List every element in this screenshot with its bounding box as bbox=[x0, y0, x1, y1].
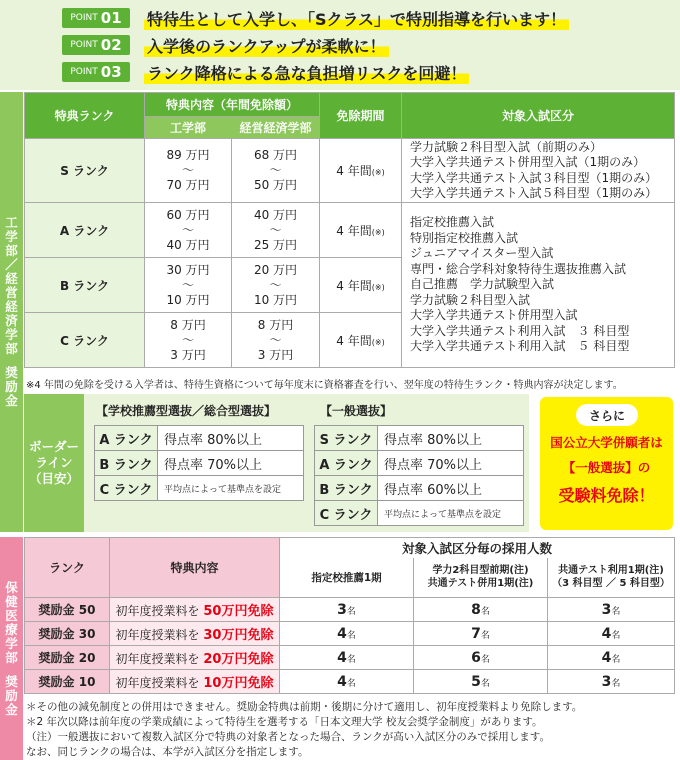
header-entrance: 対象入試区分 bbox=[402, 93, 675, 139]
score-cell: 平均点によって基準点を設定 bbox=[378, 501, 524, 526]
benefit-cell: 初年度授業料を 50万円免除 bbox=[110, 598, 280, 622]
count-cell: 3名 bbox=[548, 598, 675, 622]
score-cell: 得点率 60%以上 bbox=[378, 476, 524, 501]
table-row bbox=[95, 451, 304, 476]
header-rank: 特典ランク bbox=[25, 93, 145, 139]
side-char: 学 bbox=[5, 229, 18, 244]
benefit-cell: 初年度授業料を 10万円免除 bbox=[110, 670, 280, 694]
rank-cell: C ランク bbox=[315, 501, 378, 526]
score-cell: 得点率 70%以上 bbox=[158, 451, 304, 476]
header-academic: 学力2科目型前期(注) 共通テスト併用1期(注) bbox=[414, 558, 548, 598]
footnote: ＊2 年次以降は前年度の学業成績によって特待生を選考する「日本文理大学 校友会奨学金制度」があります。 bbox=[26, 716, 543, 728]
count-cell: 8名 bbox=[414, 598, 548, 622]
table-row bbox=[25, 598, 675, 622]
score-cell: 平均点によって基準点を設定 bbox=[158, 476, 304, 501]
rank-label: 奨励金 10 bbox=[25, 670, 110, 694]
side-char: 医 bbox=[5, 607, 18, 623]
table-row bbox=[25, 203, 675, 258]
score-cell: 得点率 70%以上 bbox=[378, 451, 524, 476]
count-cell: 4名 bbox=[548, 622, 675, 646]
header-content: 特典内容（年間免除額） bbox=[145, 93, 320, 117]
rank-label: 奨励金 20 bbox=[25, 646, 110, 670]
bonus-line-1: 国公立大学併願者は bbox=[550, 435, 663, 450]
count-cell: 5名 bbox=[414, 670, 548, 694]
engineering-amount: 60 万円 〜 40 万円 bbox=[145, 203, 232, 258]
footnote: （注）一般選抜において複数入試区分で特典の対象者となった場合、ランクが高い入試区分のみで採用します。 bbox=[26, 731, 550, 743]
side-char: 奨 bbox=[5, 673, 18, 689]
period: 4 年間(※) bbox=[320, 258, 402, 313]
count-cell: 3名 bbox=[548, 670, 675, 694]
side-char: 保 bbox=[5, 579, 18, 595]
header-engineering: 工学部 bbox=[145, 117, 232, 139]
rank-cell: S ランク bbox=[315, 426, 378, 451]
engineering-amount: 30 万円 〜 10 万円 bbox=[145, 258, 232, 313]
side-char: 学 bbox=[5, 635, 18, 651]
count-cell: 4名 bbox=[280, 622, 414, 646]
rank-cell: B ランク bbox=[95, 451, 158, 476]
benefit-cell: 初年度授業料を 20万円免除 bbox=[110, 646, 280, 670]
table-row bbox=[25, 646, 675, 670]
count-cell: 4名 bbox=[280, 646, 414, 670]
table-row bbox=[25, 622, 675, 646]
borderline-recommend-table bbox=[94, 425, 304, 501]
side-char: 健 bbox=[5, 593, 18, 609]
bonus-line-3: 受験料免除！ bbox=[558, 486, 655, 505]
general-title: 【一般選抜】 bbox=[320, 404, 393, 418]
header-group: 対象入試区分毎の採用人数 bbox=[280, 538, 675, 558]
table-row bbox=[25, 670, 675, 694]
period: 4 年間(※) bbox=[320, 203, 402, 258]
side-char: 励 bbox=[5, 687, 18, 703]
rank-label: B ランク bbox=[25, 258, 145, 313]
side-char: 部 bbox=[5, 649, 18, 665]
side-label-engineering bbox=[0, 92, 23, 532]
rank-label: 奨励金 30 bbox=[25, 622, 110, 646]
engineering-amount: 89 万円 〜 70 万円 bbox=[145, 139, 232, 203]
bonus-line-2: 【一般選抜】の bbox=[562, 460, 651, 475]
benefit-table bbox=[24, 92, 675, 368]
score-cell: 得点率 80%以上 bbox=[158, 426, 304, 451]
economics-amount: 8 万円 〜 3 万円 bbox=[232, 313, 320, 368]
point-tag: POINT 01 bbox=[62, 8, 130, 28]
side-char: 経 bbox=[5, 299, 18, 314]
side-char: 経 bbox=[5, 271, 18, 286]
side-char: 励 bbox=[5, 379, 18, 394]
score-cell: 得点率 80%以上 bbox=[378, 426, 524, 451]
header-economics: 経営経済学部 bbox=[232, 117, 320, 139]
point-text: 入学後のランクアップが柔軟に！ bbox=[144, 34, 389, 57]
recommend-title: 【学校推薦型選抜／総合型選抜】 bbox=[96, 404, 277, 418]
header-designated: 指定校推薦1期 bbox=[280, 558, 414, 598]
rank-label: A ランク bbox=[25, 203, 145, 258]
entrance-list-abc: 指定校推薦入試 特別指定校推薦入試 ジュニアマイスター型入試 専門・総合学科対象特待生選抜推薦入試 自己推薦 学力試験型入試 学力試験２科目型入試 大学入学共通テスト併用型入試 大学入学共通テスト利用入試 ３ 科目型 大学入学共通テスト利用入試 ５ 科目型 bbox=[402, 203, 675, 368]
table-row bbox=[315, 451, 524, 476]
count-cell: 6名 bbox=[414, 646, 548, 670]
point-text: 特待生として入学し、「Sクラス」で特別指導を行います！ bbox=[144, 7, 569, 30]
table-row bbox=[315, 476, 524, 501]
side-label-health bbox=[0, 537, 23, 760]
table-row bbox=[95, 476, 304, 501]
period: 4 年間(※) bbox=[320, 139, 402, 203]
economics-amount: 68 万円 〜 50 万円 bbox=[232, 139, 320, 203]
review-note: ※4 年間の免除を受ける入学者は、特待生資格について毎年度末に資格審査を行い、翌年度の特待生ランク・特典内容が決定します。 bbox=[26, 380, 623, 391]
count-cell: 4名 bbox=[548, 646, 675, 670]
borderline-general-table bbox=[314, 425, 524, 526]
header-period: 免除期間 bbox=[320, 93, 402, 139]
footnotes bbox=[26, 700, 582, 760]
entrance-list-s: 学力試験２科目型入試（前期のみ） 大学入学共通テスト併用型入試（1期のみ） 大学入学共通テスト入試３科目型（1期のみ） 大学入学共通テスト入試５科目型（1期のみ） bbox=[402, 139, 675, 203]
table-row bbox=[315, 426, 524, 451]
point-row-1 bbox=[62, 8, 569, 28]
footnote: なお、同じランクの場合は、本学が入試区分を指定します。 bbox=[26, 746, 309, 758]
side-char: 金 bbox=[5, 393, 18, 408]
economics-amount: 40 万円 〜 25 万円 bbox=[232, 203, 320, 258]
table-row bbox=[95, 426, 304, 451]
side-char: 部 bbox=[5, 341, 18, 356]
rank-cell: A ランク bbox=[95, 426, 158, 451]
period: 4 年間(※) bbox=[320, 313, 402, 368]
rank-label: S ランク bbox=[25, 139, 145, 203]
benefit-cell: 初年度授業料を 30万円免除 bbox=[110, 622, 280, 646]
header-rank: ランク bbox=[25, 538, 110, 598]
count-cell: 4名 bbox=[280, 670, 414, 694]
point-tag: POINT 03 bbox=[62, 62, 130, 82]
table-row bbox=[315, 501, 524, 526]
side-char: ／ bbox=[5, 257, 18, 272]
count-cell: 7名 bbox=[414, 622, 548, 646]
rank-label: C ランク bbox=[25, 313, 145, 368]
side-char: 療 bbox=[5, 621, 18, 637]
side-char: 奨 bbox=[5, 365, 18, 380]
point-tag: POINT 02 bbox=[62, 35, 130, 55]
rank-cell: A ランク bbox=[315, 451, 378, 476]
scholarship-table bbox=[24, 537, 675, 694]
table-row bbox=[25, 139, 675, 203]
side-char: 営 bbox=[5, 285, 18, 300]
side-char: 工 bbox=[5, 215, 18, 230]
side-char: 金 bbox=[5, 701, 18, 717]
rank-cell: C ランク bbox=[95, 476, 158, 501]
bonus-badge: さらに bbox=[576, 404, 638, 426]
count-cell: 3名 bbox=[280, 598, 414, 622]
engineering-amount: 8 万円 〜 3 万円 bbox=[145, 313, 232, 368]
side-char: 学 bbox=[5, 327, 18, 342]
header-common-test: 共通テスト利用1期(注) （3 科目型 ／ 5 科目型） bbox=[548, 558, 675, 598]
side-char: 済 bbox=[5, 313, 18, 328]
point-row-2 bbox=[62, 35, 389, 55]
point-text: ランク降格による急な負担増リスクを回避！ bbox=[144, 61, 469, 84]
economics-amount: 20 万円 〜 10 万円 bbox=[232, 258, 320, 313]
header-benefit: 特典内容 bbox=[110, 538, 280, 598]
rank-cell: B ランク bbox=[315, 476, 378, 501]
footnote: ＊その他の減免制度との併用はできません。奨励金特典は前期・後期に分けて適用し、初年度授業料より免除します。 bbox=[26, 701, 583, 713]
borderline-label: ボーダー ライン （目安） bbox=[24, 394, 84, 532]
rank-label: 奨励金 50 bbox=[25, 598, 110, 622]
point-row-3 bbox=[62, 62, 469, 82]
side-char: 部 bbox=[5, 243, 18, 258]
